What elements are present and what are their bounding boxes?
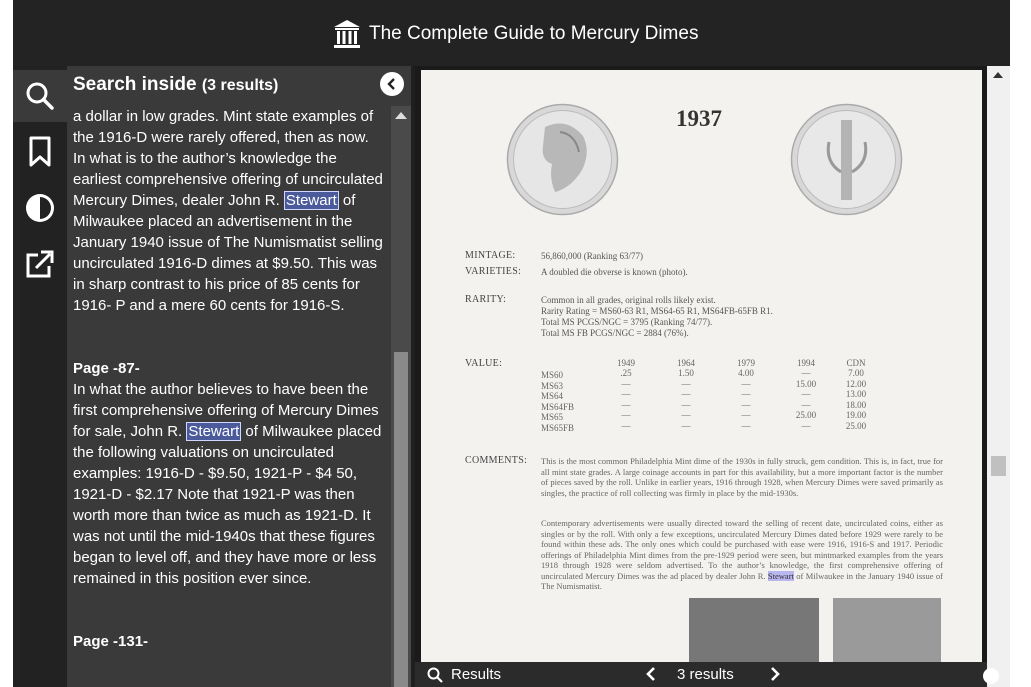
comment-text: Contemporary advertisements were usually directed toward the selling of recent date, uncirculated coins, either as singles or by the roll. With only a few exceptions, uncirculated Mercury Dimes dated before 1929 were rarely to be found within these ads. The only ones which could be purchased with ease were 1916, 1916-S and 1917. Periodic offerings of Philadelphia Mint dimes from the pre-1929 period were seen, but mintmarked examples from the years 1918 through 1928 were seldom advertised. To the author’s knowledge, the first comprehensive offering of uncirculated Mercury Dimes was the ad placed by dealer John R. bbox=[541, 518, 943, 581]
scroll-up-arrow-icon[interactable] bbox=[395, 112, 407, 119]
chevron-left-icon bbox=[386, 78, 398, 90]
results-toggle-button[interactable] bbox=[427, 666, 501, 683]
photo-detail-image bbox=[833, 598, 941, 662]
page-year-heading: 1937 bbox=[676, 106, 722, 131]
search-result[interactable] bbox=[73, 106, 383, 316]
title-area bbox=[333, 18, 698, 50]
search-icon bbox=[427, 667, 443, 683]
rarity-line: Total MS PCGS/NGC = 3795 (Ranking 74/77). bbox=[541, 317, 713, 327]
search-panel bbox=[67, 66, 411, 687]
rarity-block bbox=[541, 295, 773, 339]
mintage-label: MINTAGE: bbox=[465, 250, 516, 261]
icon-rail bbox=[13, 66, 67, 687]
varieties-label: VARIETIES: bbox=[465, 266, 522, 277]
value-column-1964: 1964 1.50 — — — — — bbox=[677, 358, 695, 431]
scroll-up-arrow-icon[interactable] bbox=[993, 72, 1003, 78]
result-text: of Milwaukee placed an advertisement in the January 1940 issue of The Numismatist selling uncirculated 1916-D dimes at $9.50. This was in sharp contrast to his price of 85 cents for 1916- P and a mere 60 cents for 1916-S. bbox=[73, 192, 383, 314]
rarity-line: Common in all grades, original rolls likely exist. bbox=[541, 295, 716, 305]
share-icon bbox=[24, 248, 56, 280]
page-scroll-thumb[interactable] bbox=[991, 456, 1006, 476]
search-button[interactable] bbox=[13, 70, 67, 122]
search-match-highlight: Stewart bbox=[285, 192, 337, 209]
results-scrollbar[interactable] bbox=[391, 106, 411, 687]
results-count-label: 3 results bbox=[677, 666, 734, 683]
search-result-count: (3 results) bbox=[201, 77, 279, 94]
rarity-line: Total MS FB PCGS/NGC = 2884 (76%). bbox=[541, 328, 689, 338]
chevron-right-icon[interactable] bbox=[767, 664, 783, 684]
book-reader bbox=[13, 0, 1010, 687]
comment-paragraph bbox=[541, 518, 943, 592]
coin-obverse-image bbox=[505, 102, 620, 217]
value-column-cdn: CDN 7.00 12.00 13.00 18.00 19.00 25.00 bbox=[845, 358, 867, 431]
value-column-1949: 1949 .25 — — — — — bbox=[617, 358, 635, 431]
mintage-value: 56,860,000 (Ranking 63/77) bbox=[541, 251, 643, 261]
result-text: In what the author believes to have been the first comprehensive offering of Mercury Dimes for sale, John R. bbox=[73, 381, 379, 440]
search-icon bbox=[25, 81, 55, 111]
grade-column: MS60 MS63 MS64 MS64FB MS65 MS65FB bbox=[541, 370, 575, 433]
search-result[interactable] bbox=[73, 631, 383, 652]
value-column-1979: 1979 4.00 — — — — — bbox=[737, 358, 755, 431]
coin-reverse-image bbox=[789, 102, 904, 217]
value-label: VALUE: bbox=[465, 358, 503, 369]
result-text: a dollar in low grades. Mint state examples of the 1916-D were rarely offered, then as now. In what is to the author’s knowledge the earliest comprehensive offering of uncirculated Mercury Dimes, dealer John R. bbox=[73, 108, 383, 209]
results-label: Results bbox=[451, 666, 502, 683]
search-match-highlight: Stewart bbox=[188, 423, 240, 440]
results-nav-bar bbox=[415, 662, 987, 687]
library-building-icon bbox=[333, 19, 361, 49]
varieties-value: A doubled die obverse is known (photo). bbox=[541, 267, 688, 277]
contrast-icon bbox=[24, 192, 56, 224]
search-heading-label: Search inside bbox=[73, 74, 197, 95]
page-viewer bbox=[415, 66, 987, 687]
result-page-label: Page -87- bbox=[73, 360, 140, 377]
comment-paragraph: This is the most common Philadelphia Mint dime of the 1930s in fully struck, gem condition. This is, in fact, true for all mint state grades. A large coinage accounts in part for this availability, but a more important factor is the number of pieces saved by the roll. Unlike in earlier years, 1916 through 1928, when Mercury Dimes were saved primarily as singles, the practice of roll collecting was firmly in place by the mid-1930s. bbox=[541, 456, 943, 498]
contrast-button[interactable] bbox=[13, 182, 67, 234]
result-page-label: Page -131- bbox=[73, 633, 149, 650]
comment-text: of Milwaukee in the January 1940 issue of The Numismatist. bbox=[541, 570, 944, 591]
bookmark-button[interactable] bbox=[13, 126, 67, 178]
search-result[interactable] bbox=[73, 358, 383, 589]
page-scrollbar[interactable] bbox=[987, 66, 1010, 687]
book-page bbox=[421, 70, 982, 662]
share-button[interactable] bbox=[13, 238, 67, 290]
bookmark-icon bbox=[28, 136, 52, 168]
results-scroll-thumb[interactable] bbox=[394, 352, 408, 687]
rarity-label: RARITY: bbox=[465, 294, 507, 305]
top-bar bbox=[13, 0, 1010, 66]
photo-doubled-die-image bbox=[689, 598, 819, 662]
value-column-1994: 1994 — 15.00 — — 25.00 — bbox=[795, 358, 817, 431]
close-results-button[interactable] bbox=[983, 668, 999, 684]
search-heading bbox=[73, 74, 278, 96]
page-match-highlight: Stewart bbox=[767, 570, 794, 581]
collapse-panel-button[interactable] bbox=[380, 72, 404, 96]
book-title: The Complete Guide to Mercury Dimes bbox=[369, 23, 699, 44]
search-results-list bbox=[73, 106, 383, 687]
chevron-left-icon[interactable] bbox=[643, 664, 659, 684]
result-text: of Milwaukee placed the following valuations on uncirculated examples: 1916-D - $9.50, 1921-P - $4 50, 1921-D - $2.17 Note that 1921-P was then worth more than twice as much as 1921-D. It was not until the mid-1940s that these figures began to level off, and they have more or less remained in this position ever since. bbox=[73, 423, 382, 587]
comments-label: COMMENTS: bbox=[465, 455, 528, 466]
rarity-line: Rarity Rating = MS60-63 R1, MS64-65 R1, MS64FB-65FB R1. bbox=[541, 306, 773, 316]
